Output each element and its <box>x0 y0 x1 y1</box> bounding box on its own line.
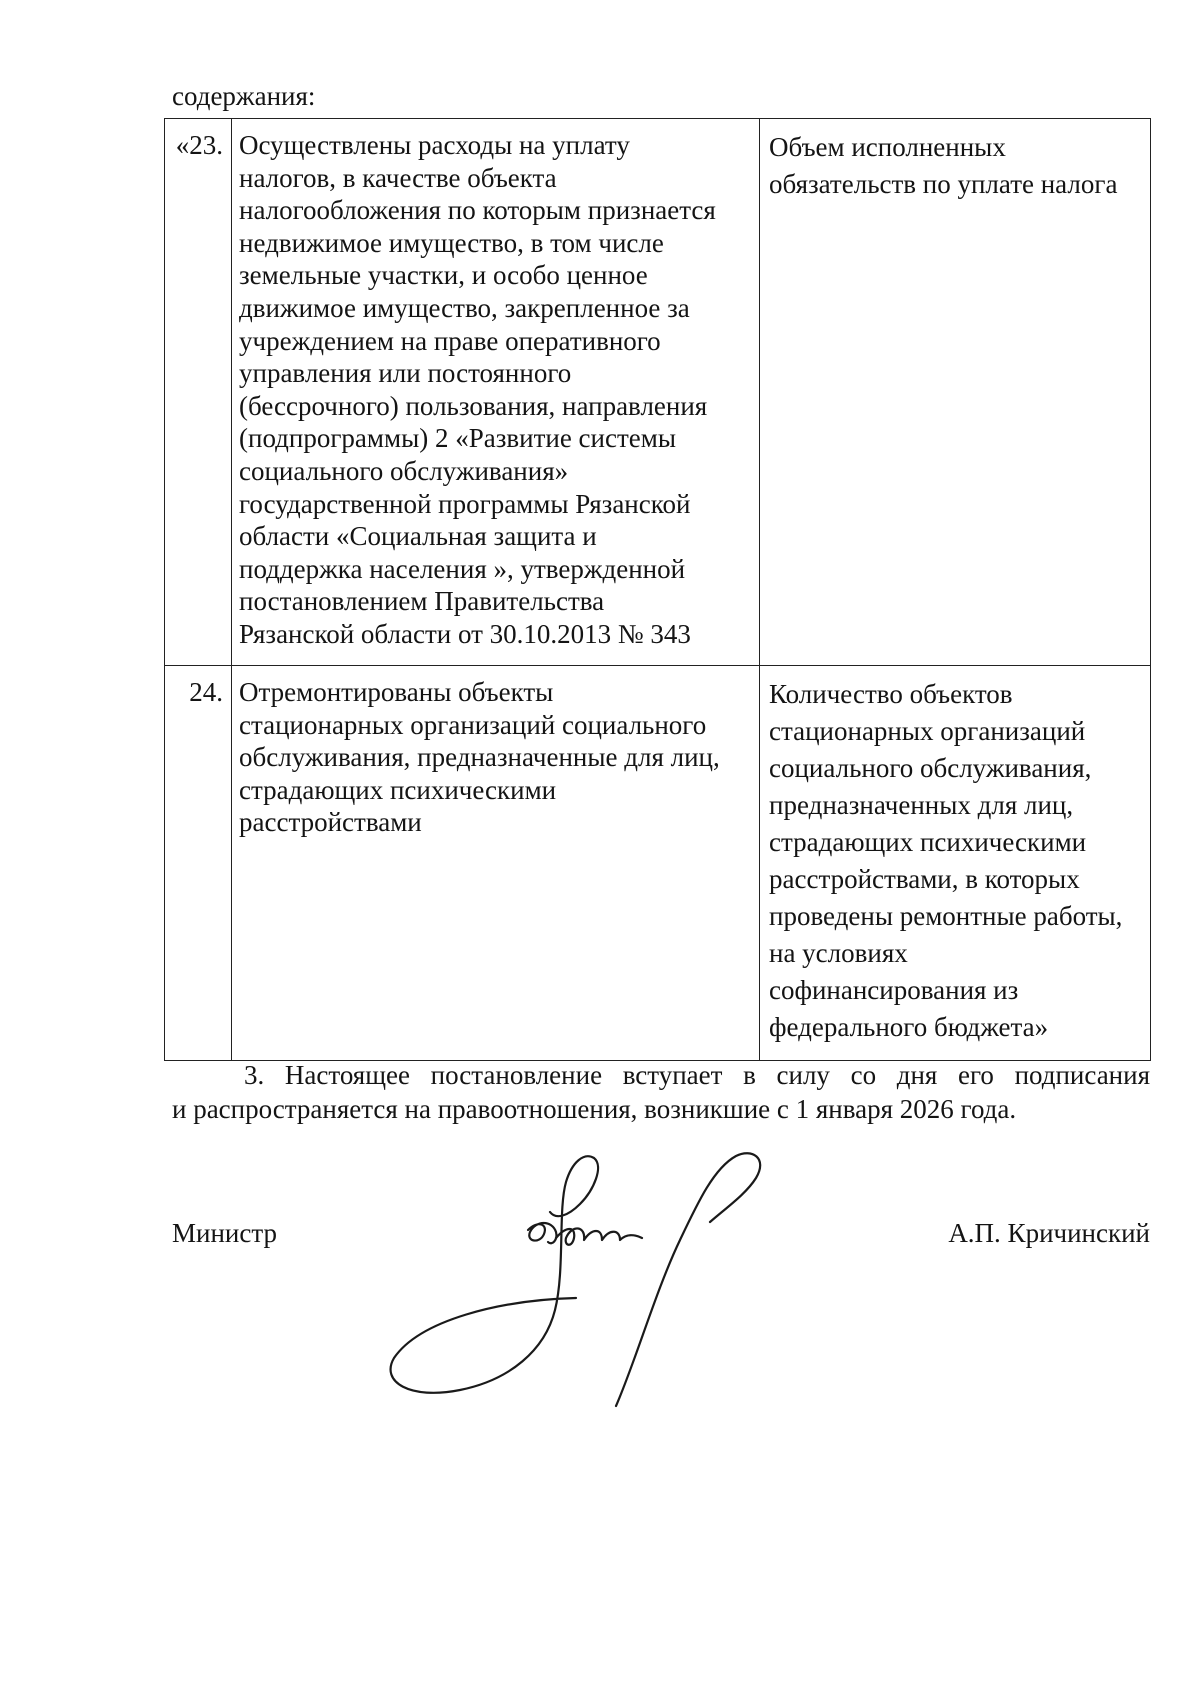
result-line: области «Социальная защита и <box>239 521 597 552</box>
table-row <box>165 666 1151 1061</box>
indicator-line: социального обслуживания, <box>769 753 1092 783</box>
result-line: поддержка населения », утвержденной <box>239 553 686 584</box>
result-line: земельные участки, и особо ценное <box>239 260 648 291</box>
indicator-line: страдающих психическими <box>769 827 1087 857</box>
result-line: стационарных организаций социального <box>239 709 707 740</box>
result-line: социального обслуживания» <box>239 455 569 486</box>
table-row <box>165 119 1151 666</box>
intro-text: содержания: <box>172 81 316 111</box>
indicator-line: Количество объектов <box>769 679 1013 709</box>
result-line: расстройствами <box>239 807 422 838</box>
result-line: обслуживания, предназначенные для лиц, <box>239 742 720 773</box>
clause-3-line-2: и распространяется на правоотношения, возникшие с 1 января 2026 года. <box>172 1094 1017 1124</box>
results-table <box>164 118 1151 1061</box>
indicator-line: проведены ремонтные работы, <box>769 901 1123 931</box>
result-line: Рязанской области от 30.10.2013 № 343 <box>239 618 691 649</box>
result-line: государственной программы Рязанской <box>239 488 691 519</box>
result-line: страдающих психическими <box>239 774 557 805</box>
result-line: налогообложения по которым признается <box>239 195 716 226</box>
result-line: управления или постоянного <box>239 358 572 389</box>
result-line: постановлением Правительства <box>239 586 605 617</box>
result-line: (подпрограммы) 2 «Развитие системы <box>239 423 676 454</box>
row-number: 24. <box>165 666 232 1061</box>
indicator-line: обязательств по уплате налога <box>769 169 1118 199</box>
result-line: налогов, в качестве объекта <box>239 162 557 193</box>
signatory-position: Министр <box>172 1218 277 1248</box>
indicator-line: Объем исполненных <box>769 132 1006 162</box>
indicator-line: федерального бюджета» <box>769 1012 1049 1042</box>
result-cell <box>232 666 760 1061</box>
indicator-cell <box>760 119 1151 666</box>
indicator-line: софинансирования из <box>769 975 1019 1005</box>
indicator-line: расстройствами, в которых <box>769 864 1080 894</box>
signatory-name: А.П. Кричинский <box>948 1218 1150 1248</box>
row-number: «23. <box>165 119 232 666</box>
result-line: учреждением на праве оперативного <box>239 325 661 356</box>
indicator-line: на условиях <box>769 938 908 968</box>
result-cell <box>232 119 760 666</box>
result-line: недвижимое имущество, в том числе <box>239 227 664 258</box>
indicator-cell <box>760 666 1151 1061</box>
result-line: Отремонтированы объекты <box>239 677 554 707</box>
indicator-line: предназначенных для лиц, <box>769 790 1074 820</box>
indicator-line: стационарных организаций <box>769 716 1086 746</box>
handwritten-signature <box>380 1150 840 1410</box>
clause-3-line-1: 3. Настоящее постановление вступает в силу со дня его подписания <box>244 1060 1150 1090</box>
result-line: (бессрочного) пользования, направления <box>239 390 708 421</box>
clause-3-paragraph <box>172 1058 1150 1126</box>
result-line: движимое имущество, закрепленное за <box>239 292 690 323</box>
result-line: Осуществлены расходы на уплату <box>239 130 630 160</box>
